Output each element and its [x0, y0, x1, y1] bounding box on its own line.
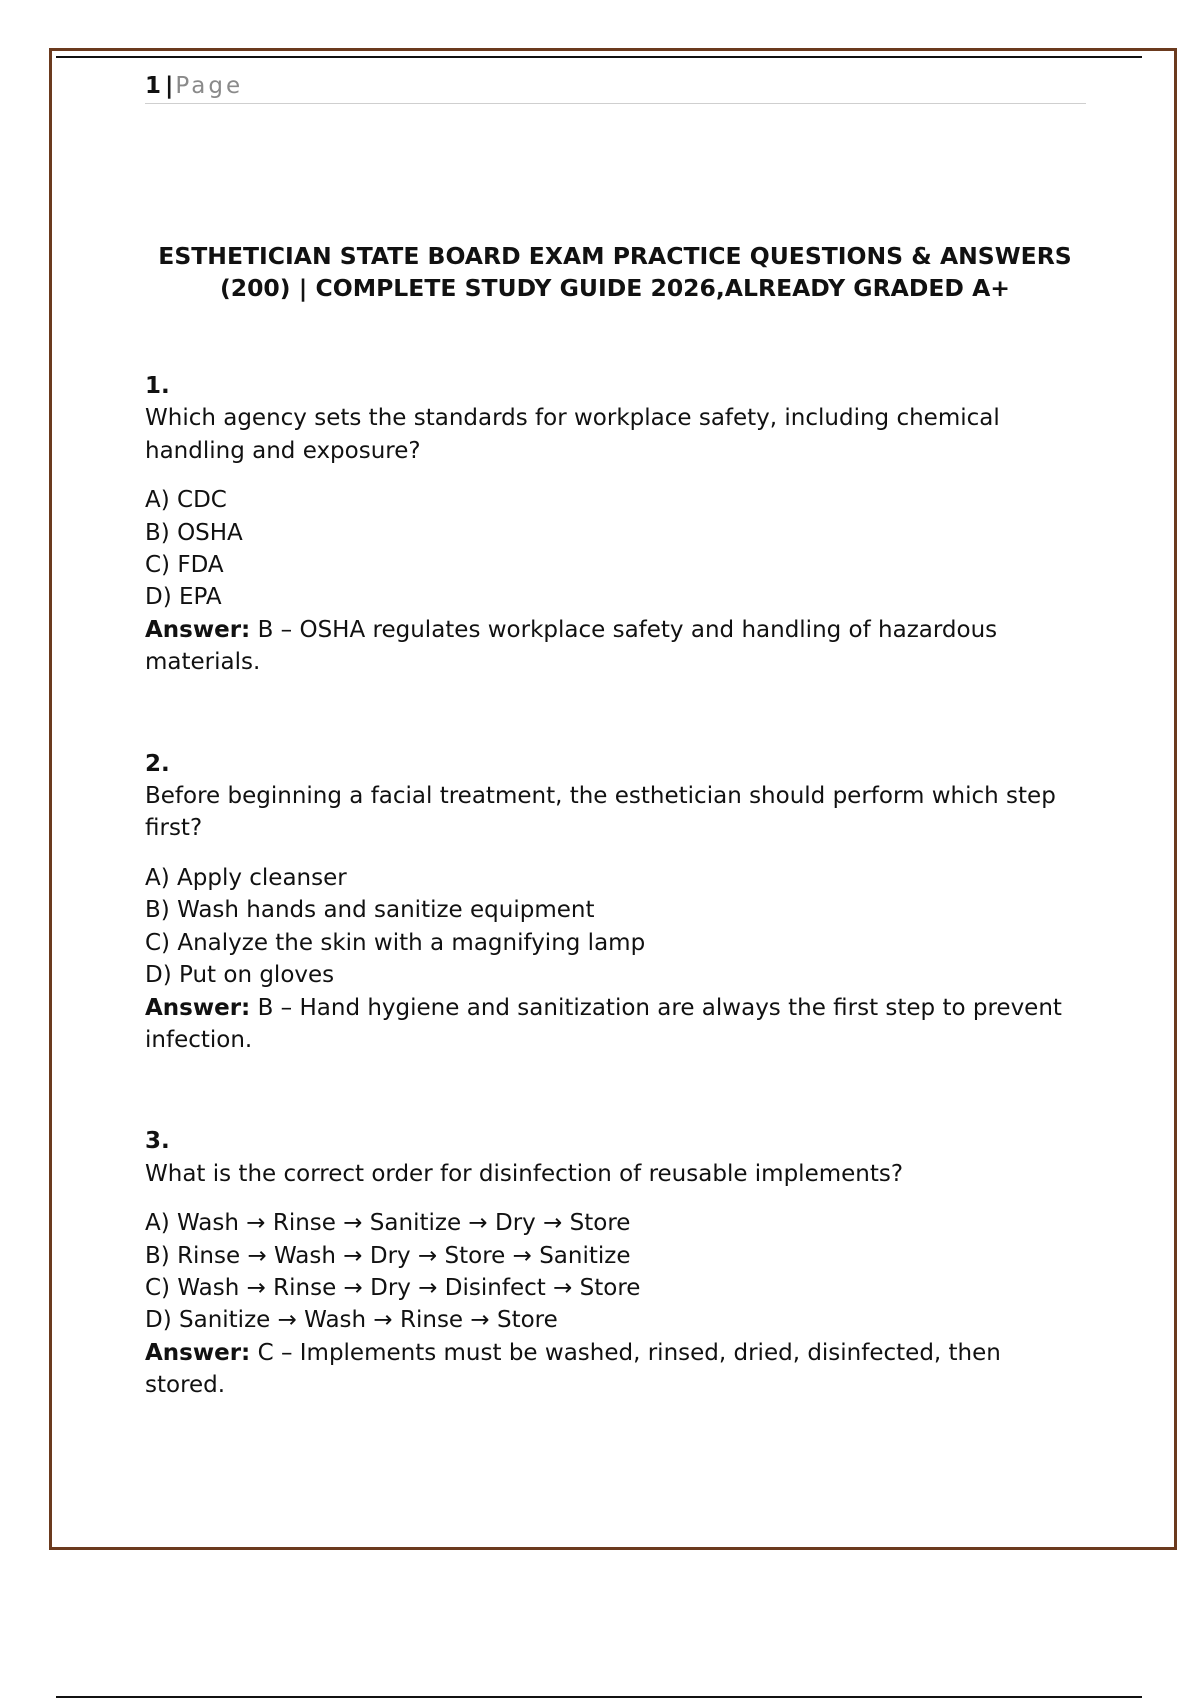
question-number: 1. [145, 373, 170, 399]
option-c: C) Analyze the skin with a magnifying lamp [145, 929, 646, 956]
answer [145, 1337, 1080, 1402]
question-text: Which agency sets the standards for workplace safety, including chemical handling and exposure? [145, 405, 1000, 464]
option-d: D) Put on gloves [145, 962, 335, 989]
option-c: C) Wash → Rinse → Dry → Disinfect → Store [145, 1274, 641, 1301]
header-separator: | [165, 73, 174, 99]
page-header [145, 72, 1086, 104]
top-rule [56, 56, 1142, 58]
option-a: A) Wash → Rinse → Sanitize → Dry → Store [145, 1210, 631, 1237]
question-text: Before beginning a facial treatment, the esthetician should perform which step first? [145, 783, 1056, 842]
answer-text: B – OSHA regulates workplace safety and handling of hazardous materials. [145, 616, 998, 676]
answer-text: C – Implements must be washed, rinsed, dried, disinfected, then stored. [145, 1339, 1001, 1399]
answer [145, 614, 1080, 679]
option-a: A) Apply cleanser [145, 864, 347, 891]
document-title [130, 240, 1100, 304]
question-3 [145, 1125, 1080, 1401]
option-b: B) Rinse → Wash → Dry → Store → Sanitize [145, 1242, 631, 1269]
answer-text: B – Hand hygiene and sanitization are always the first step to prevent infection. [145, 994, 1062, 1053]
option-c: C) FDA [145, 552, 224, 579]
answer-label: Answer: [145, 1339, 251, 1366]
option-d: D) Sanitize → Wash → Rinse → Store [145, 1307, 558, 1334]
page-number: 1 [145, 73, 162, 99]
option-a: A) CDC [145, 487, 227, 514]
option-d: D) EPA [145, 584, 222, 611]
answer-label: Answer: [145, 994, 251, 1021]
title-line-2: (200) | COMPLETE STUDY GUIDE 2026,ALREADY GRADED A+ [219, 274, 1010, 302]
question-number: 2. [145, 750, 170, 777]
question-text: What is the correct order for disinfection of reusable implements? [145, 1160, 904, 1187]
answer-label: Answer: [145, 616, 251, 643]
next-page-top-rule [56, 1696, 1142, 1698]
option-b: B) OSHA [145, 519, 243, 546]
question-1 [145, 370, 1080, 679]
question-2 [145, 748, 1080, 1057]
option-b: B) Wash hands and sanitize equipment [145, 897, 595, 924]
page-label: Page [175, 73, 244, 99]
questions-list [145, 370, 1080, 1402]
answer [145, 992, 1080, 1057]
question-number: 3. [145, 1128, 170, 1155]
title-line-1: ESTHETICIAN STATE BOARD EXAM PRACTICE QUESTIONS & ANSWERS [158, 242, 1072, 270]
